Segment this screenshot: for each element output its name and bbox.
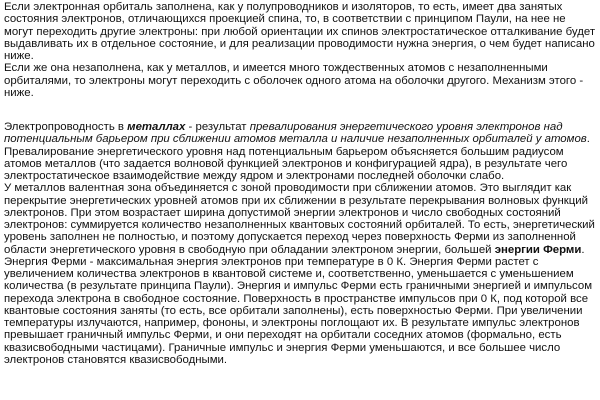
metal-intro-end: .	[586, 133, 590, 146]
document-body	[4, 1, 596, 366]
paragraph-energy-prevalence: Превалирование энергетического уровня над потенциальным барьером объясняется большим радиусом атомов металлов (что задается волновой функцией электронов и конфигурацией ядра), в результате чего электростатическое взаимодействие между ядром и электронами последней оболочки слабо.	[4, 145, 568, 182]
paragraph-fermi-energy: Энергия Ферми - максимальная энергия электронов при температуре в 0 К. Энергия Ферми растет с увеличением количества электронов в квантовой системе и, соответственно, уменьшается с уменьшением количества (в результате принципа Паули). Энергия и импульс Ферми есть граничными энергией и импульсом перехода электрона в свободное состояние. Поверхность в пространстве импульсов при 0 К, под которой все квантовые состояния заняты (то есть, все орбитали заполнены), есть поверхностью Ферми. При увеличении температуры излучаются, например, фононы, и электроны поглощают их. В результате импульс электронов превышает граничный импульс Ферми, и они переходят на орбитали соседних атомов (формально, есть квазисвободными частицами). Граничные импульс и энергия Ферми уменьшаются, и все большее число электронов становятся квазисвободными.	[4, 255, 593, 366]
paragraph-unfilled-orbital: Если же она незаполнена, как у металлов, и имеется много тождественных атомов с незаполненными орбиталями, то электроны могут переходить с оболочек одного атома на оболочки другого. Механизм этого - ниже.	[4, 62, 584, 99]
valence-band-text: У металлов валентная зона объединяется с зоной проводимости при сближении атомов. Это выглядит как перекрытие энергетических уровней атомов при их сближении в результате перекрывания волновых функций электронов. При этом возрастает ширина допустимой энергии электронов и число свободных состояний электронов: суммируется количество незаполненных квантовых состояний орбиталей. То есть, энергетический уровень заполнен не полностью, и поэтому допускается переход через поверхность Ферми из заполненной области энергетического уровня в свободную при обладании электроном энергии, большей	[4, 182, 595, 256]
fermi-energy-term: энергии Ферми	[494, 243, 582, 256]
metal-intro-prefix: Электропроводность в	[4, 121, 128, 133]
metal-definition: превалирования энергетического уровня электронов над потенциальным барьером при сближении атомов металла и наличие незаполненных орбиталей у атомов	[4, 121, 587, 146]
paragraph-filled-orbital: Если электронная орбиталь заполнена, как у полупроводников и изоляторов, то есть, имеет два занятых состояния электронов, отличающихся проекцией спина, то, в соответствии с принципом Паули, на нее не могут переходить другие электроны: при любой ориентации их спинов электростатическое отталкивание будет выдавливать их в отдельное состояние, и для реализации проводимости нужна энергия, о чем будет написано ниже.	[4, 1, 596, 62]
paragraph-gap	[4, 99, 596, 121]
valence-band-end: .	[581, 243, 585, 256]
metal-term: металлах	[127, 121, 186, 133]
paragraph-metal-conductivity	[4, 121, 596, 146]
paragraph-valence-band	[4, 182, 596, 256]
metal-intro-mid: - результат	[185, 121, 250, 133]
